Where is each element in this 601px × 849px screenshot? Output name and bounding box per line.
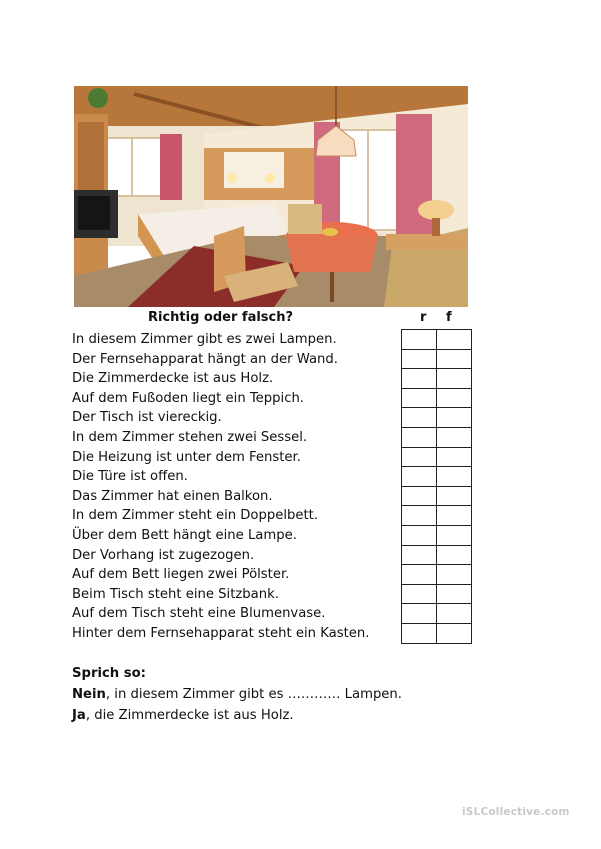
answer-cell-f[interactable] <box>437 623 472 643</box>
answer-cell-f[interactable] <box>437 467 472 487</box>
watermark: iSLCollective.com <box>462 806 570 818</box>
answer-cell-r[interactable] <box>402 408 437 428</box>
answer-row <box>402 584 472 604</box>
answer-cell-f[interactable] <box>437 330 472 350</box>
answer-row <box>402 408 472 428</box>
answer-cell-f[interactable] <box>437 349 472 369</box>
example-ja-word: Ja <box>72 708 86 723</box>
example-line-ja <box>72 705 402 726</box>
answer-cell-f[interactable] <box>437 447 472 467</box>
statement: Das Zimmer hat einen Balkon. <box>72 488 273 504</box>
answer-cell-f[interactable] <box>437 545 472 565</box>
answer-cell-r[interactable] <box>402 525 437 545</box>
answer-cell-f[interactable] <box>437 565 472 585</box>
answer-grid <box>401 329 472 644</box>
column-header-falsch: f <box>446 310 452 325</box>
statement: Beim Tisch steht eine Sitzbank. <box>72 586 279 602</box>
answer-cell-f[interactable] <box>437 584 472 604</box>
example-ja-text: , die Zimmerdecke ist aus Holz. <box>85 708 294 723</box>
answer-cell-r[interactable] <box>402 369 437 389</box>
answer-row <box>402 525 472 545</box>
statement: Auf dem Bett liegen zwei Pölster. <box>72 567 290 583</box>
answer-cell-r[interactable] <box>402 584 437 604</box>
example-title: Sprich so: <box>72 666 146 681</box>
statement-list <box>72 330 369 644</box>
answer-cell-r[interactable] <box>402 623 437 643</box>
statement: Der Vorhang ist zugezogen. <box>72 547 255 563</box>
answer-cell-r[interactable] <box>402 486 437 506</box>
answer-row <box>402 604 472 624</box>
answer-cell-f[interactable] <box>437 369 472 389</box>
answer-row <box>402 349 472 369</box>
answer-cell-f[interactable] <box>437 486 472 506</box>
answer-row <box>402 565 472 585</box>
answer-cell-r[interactable] <box>402 330 437 350</box>
answer-row <box>402 623 472 643</box>
answer-cell-f[interactable] <box>437 506 472 526</box>
answer-row <box>402 447 472 467</box>
answer-cell-r[interactable] <box>402 604 437 624</box>
answer-cell-r[interactable] <box>402 349 437 369</box>
question-heading: Richtig oder falsch? <box>148 310 294 325</box>
example-nein-word: Nein <box>72 687 106 702</box>
answer-row <box>402 369 472 389</box>
answer-cell-r[interactable] <box>402 388 437 408</box>
statement: Über dem Bett hängt eine Lampe. <box>72 527 297 543</box>
statement: Auf dem Tisch steht eine Blumenvase. <box>72 606 326 622</box>
statement: Die Türe ist offen. <box>72 469 188 485</box>
statement: Hinter dem Fernsehapparat steht ein Kasten. <box>72 625 370 641</box>
answer-row <box>402 427 472 447</box>
answer-cell-r[interactable] <box>402 427 437 447</box>
answer-cell-f[interactable] <box>437 427 472 447</box>
answer-cell-r[interactable] <box>402 565 437 585</box>
statement: Auf dem Fußoden liegt ein Teppich. <box>72 390 305 406</box>
answer-cell-f[interactable] <box>437 388 472 408</box>
example-line-nein <box>72 684 402 705</box>
statement: In dem Zimmer stehen zwei Sessel. <box>72 429 308 445</box>
statement: Der Tisch ist viereckig. <box>72 410 222 426</box>
answer-cell-f[interactable] <box>437 604 472 624</box>
answer-row <box>402 506 472 526</box>
statement: Die Heizung ist unter dem Fenster. <box>72 449 301 465</box>
answer-row <box>402 330 472 350</box>
statement: Der Fernsehapparat hängt an der Wand. <box>72 351 338 367</box>
answer-cell-r[interactable] <box>402 506 437 526</box>
statement: Die Zimmerdecke ist aus Holz. <box>72 371 274 387</box>
answer-cell-r[interactable] <box>402 447 437 467</box>
answer-cell-f[interactable] <box>437 408 472 428</box>
answer-cell-r[interactable] <box>402 545 437 565</box>
statement: In dem Zimmer steht ein Doppelbett. <box>72 508 319 524</box>
answer-cell-r[interactable] <box>402 467 437 487</box>
hotel-room-photo <box>74 86 468 307</box>
answer-cell-f[interactable] <box>437 525 472 545</box>
example-nein-text: , in diesem Zimmer gibt es ………… Lampen. <box>105 687 402 702</box>
column-header-richtig: r <box>420 310 427 325</box>
answer-row <box>402 388 472 408</box>
statement: In diesem Zimmer gibt es zwei Lampen. <box>72 332 337 347</box>
answer-row <box>402 486 472 506</box>
answer-row <box>402 545 472 565</box>
example-section <box>72 663 402 726</box>
answer-row <box>402 467 472 487</box>
